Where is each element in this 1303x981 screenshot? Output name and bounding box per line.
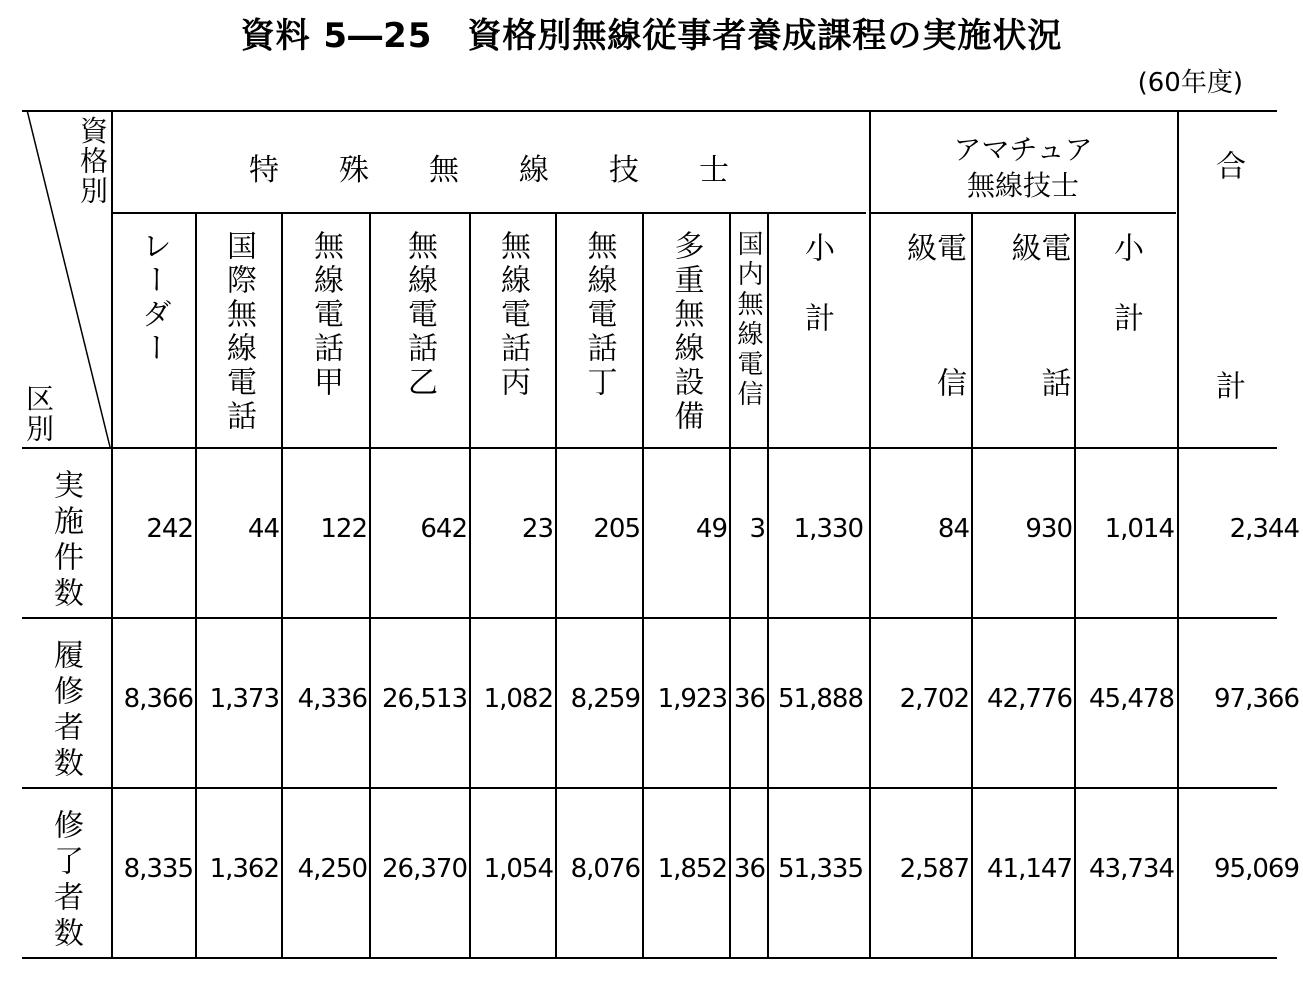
- table-cell: 95,069: [1214, 854, 1299, 884]
- amateur-group-underline: [870, 212, 1176, 214]
- table-cell: 8,366: [123, 684, 193, 714]
- column-line-special-1: [195, 212, 197, 957]
- table-cell: 45,478: [1089, 684, 1174, 714]
- column-header-7: 国内無線電信: [733, 230, 763, 410]
- table-cell: 97,366: [1214, 684, 1299, 714]
- table-cell: 122: [320, 514, 367, 544]
- special-group-underline: [112, 212, 866, 214]
- table-cell: 51,335: [778, 854, 863, 884]
- column-header-2: 無線電話甲: [308, 230, 343, 400]
- column-header-4: 無線電話丙: [495, 230, 530, 400]
- table-cell: 36: [733, 684, 765, 714]
- table-cell: 26,370: [382, 854, 467, 884]
- column-line-special-3: [369, 212, 371, 957]
- table-cell: 1,852: [657, 854, 727, 884]
- table-cell: 49: [695, 514, 727, 544]
- page-title: 資料 5―25 資格別無線従事者養成課程の実施状況: [240, 16, 1063, 56]
- table-cell: 1,373: [209, 684, 279, 714]
- table-cell: 8,335: [123, 854, 193, 884]
- table-cell: 23: [521, 514, 553, 544]
- column-line-special-2: [281, 212, 283, 957]
- column-line-amateur-1: [971, 212, 973, 957]
- table-cell: 930: [1025, 514, 1072, 544]
- table-top-border: [22, 110, 1277, 112]
- column-line-special-7: [729, 212, 731, 957]
- table-cell: 2,587: [899, 854, 969, 884]
- table-cell: 26,513: [382, 684, 467, 714]
- column-header-6: 多重無線設備: [668, 230, 704, 434]
- row-label: 修了者数: [48, 809, 83, 953]
- column-header-3: 無線電話乙: [402, 230, 437, 400]
- group-header-amateur-line1: アマチュア: [953, 133, 1093, 166]
- column-header-10: 電話級: [1005, 232, 1071, 437]
- table-cell: 44: [247, 514, 279, 544]
- table-cell: 1,082: [483, 684, 553, 714]
- row-label: 履修者数: [48, 639, 83, 783]
- column-header-total: 合計: [1210, 150, 1245, 590]
- table-cell: 36: [733, 854, 765, 884]
- column-header-9: 電信級: [901, 232, 966, 437]
- group-header-amateur-line2: 無線技士: [966, 169, 1079, 202]
- header-bottom-border: [22, 447, 1277, 449]
- column-header-8: 小計: [799, 232, 834, 372]
- corner-label-category: 区別: [22, 384, 55, 444]
- table-cell: 84: [937, 514, 969, 544]
- row-divider-1: [22, 617, 1277, 619]
- table-cell: 1,362: [209, 854, 279, 884]
- table-cell: 1,923: [657, 684, 727, 714]
- column-header-11: 小計: [1108, 232, 1143, 372]
- table-cell: 41,147: [987, 854, 1072, 884]
- table-cell: 43,734: [1089, 854, 1174, 884]
- column-line-special-6: [642, 212, 644, 957]
- column-header-1: 国際無線電話: [221, 230, 256, 434]
- table-cell: 1,054: [483, 854, 553, 884]
- corner-label-qualification: 資格別: [76, 116, 109, 206]
- column-header-0: レーダー: [136, 230, 171, 366]
- group-header-special: 特 殊 無 線 技 士: [249, 153, 729, 188]
- table-cell: 4,336: [297, 684, 367, 714]
- table-cell: 8,259: [570, 684, 640, 714]
- table-cell: 205: [593, 514, 640, 544]
- column-line-amateur-2: [1074, 212, 1076, 957]
- row-divider-2: [22, 787, 1277, 789]
- column-line-special-8: [767, 212, 769, 957]
- table-cell: 1,014: [1104, 514, 1174, 544]
- table-cell: 8,076: [570, 854, 640, 884]
- table-cell: 3: [749, 514, 765, 544]
- table-cell: 2,702: [899, 684, 969, 714]
- row-label: 実施件数: [48, 469, 83, 613]
- table-cell: 242: [146, 514, 193, 544]
- table-cell: 2,344: [1229, 514, 1299, 544]
- column-header-5: 無線電話丁: [581, 230, 617, 400]
- table-cell: 1,330: [793, 514, 863, 544]
- column-line-special-5: [555, 212, 557, 957]
- table-bottom-border: [22, 957, 1277, 959]
- table-cell: 51,888: [778, 684, 863, 714]
- table-cell: 42,776: [987, 684, 1072, 714]
- fiscal-year-note: (60年度): [1137, 68, 1243, 98]
- table-cell: 642: [420, 514, 467, 544]
- table-cell: 4,250: [297, 854, 367, 884]
- column-line-special-4: [469, 212, 471, 957]
